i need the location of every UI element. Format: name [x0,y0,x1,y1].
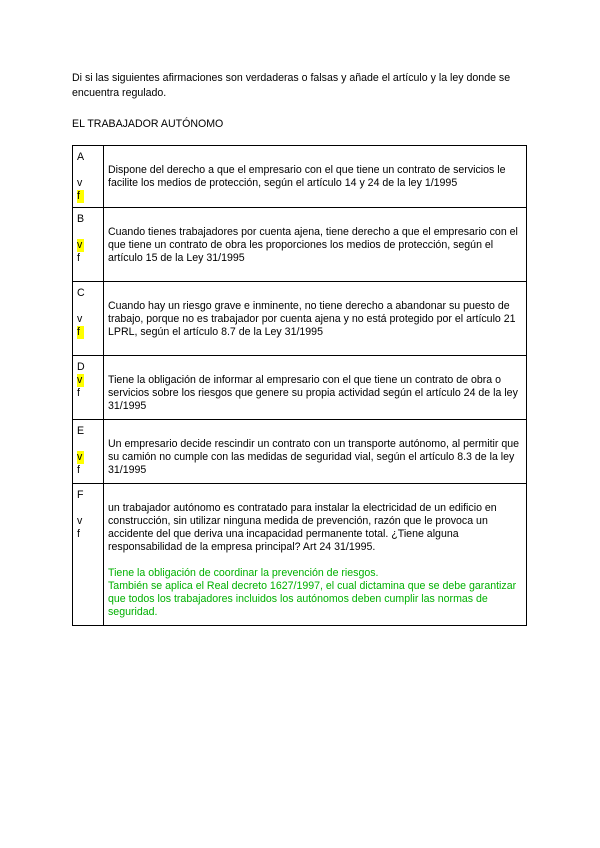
option-v-selected: v [77,239,83,251]
row-letter: C [77,287,85,299]
option-f-selected: f [77,326,84,339]
statement-cell: Cuando tienes trabajadores por cuenta ajena, tiene derecho a que el empresario con el que tiene un contrato de obra les proporciones los medios de protección, según el artículo 15 de la Ley 31/1995 [104,208,527,282]
row-letter: E [77,425,85,437]
table-row-d [73,356,527,420]
option-v: v [77,515,83,527]
option-cell [73,208,104,282]
table-row-f [73,484,527,626]
option-cell [73,146,104,208]
option-f: f [77,252,80,264]
option-v-selected: v [77,374,83,386]
answer-line-1: Tiene la obligación de coordinar la prevención de riesgos. [108,567,379,579]
row-letter: B [77,213,85,225]
instructions-paragraph: Di si las siguientes afirmaciones son verdaderas o falsas y añade el artículo y la ley donde se encuentra regulado. [72,72,511,99]
answer-line-2: También se aplica el Real decreto 1627/1997, el cual dictamina que se debe garantizar que todos los trabajadores incluidos los autónomos deben cumplir las normas de seguridad. [108,580,517,618]
row-letter: A [77,151,85,163]
statement-text: un trabajador autónomo es contratado para instalar la electricidad de un edificio en construcción, sin utilizar ninguna medida de prevención, razón que le provoca un accidente del que deriva una incapacidad permanente total. ¿Tiene alguna responsabilidad de la empresa principal? Art 24 31/1995. [108,502,497,553]
option-cell [73,420,104,484]
section-heading: EL TRABAJADOR AUTÓNOMO [72,118,224,130]
row-letter: F [77,489,84,501]
option-cell [73,484,104,626]
statement-cell: Un empresario decide rescindir un contrato con un transporte autónomo, al permitir que su camión no cumple con las medidas de seguridad vial, según el artículo 8.3 de la ley 31/1995 [104,420,527,484]
table-row-c [73,282,527,356]
option-cell [73,356,104,420]
option-f: f [77,464,80,476]
statement-cell: Cuando hay un riesgo grave e inminente, no tiene derecho a abandonar su puesto de trabajo, porque no es trabajador por cuenta ajena y no está protegido por el artículo 21 LPRL, según el artículo 8.7 de la Ley 31/1995 [104,282,527,356]
option-cell [73,282,104,356]
statements-table [72,145,527,626]
table-row-b [73,208,527,282]
option-v-selected: v [77,451,83,463]
option-v: v [77,177,83,189]
option-f-selected: f [77,190,84,203]
statement-cell: Tiene la obligación de informar al empresario con el que tiene un contrato de obra o servicios sobre los riesgos que genere su propia actividad según el artículo 24 de la ley 31/1995 [104,356,527,420]
answer-note [108,567,521,619]
table-row-e [73,420,527,484]
option-f: f [77,387,80,399]
option-v: v [77,313,83,325]
table-row-a [73,146,527,208]
statement-cell: Dispone del derecho a que el empresario con el que tiene un contrato de servicios le facilite los medios de protección, según el artículo 14 y 24 de la ley 1/1995 [104,146,527,208]
option-f: f [77,528,80,540]
statement-cell [104,484,527,626]
row-letter: D [77,361,85,373]
